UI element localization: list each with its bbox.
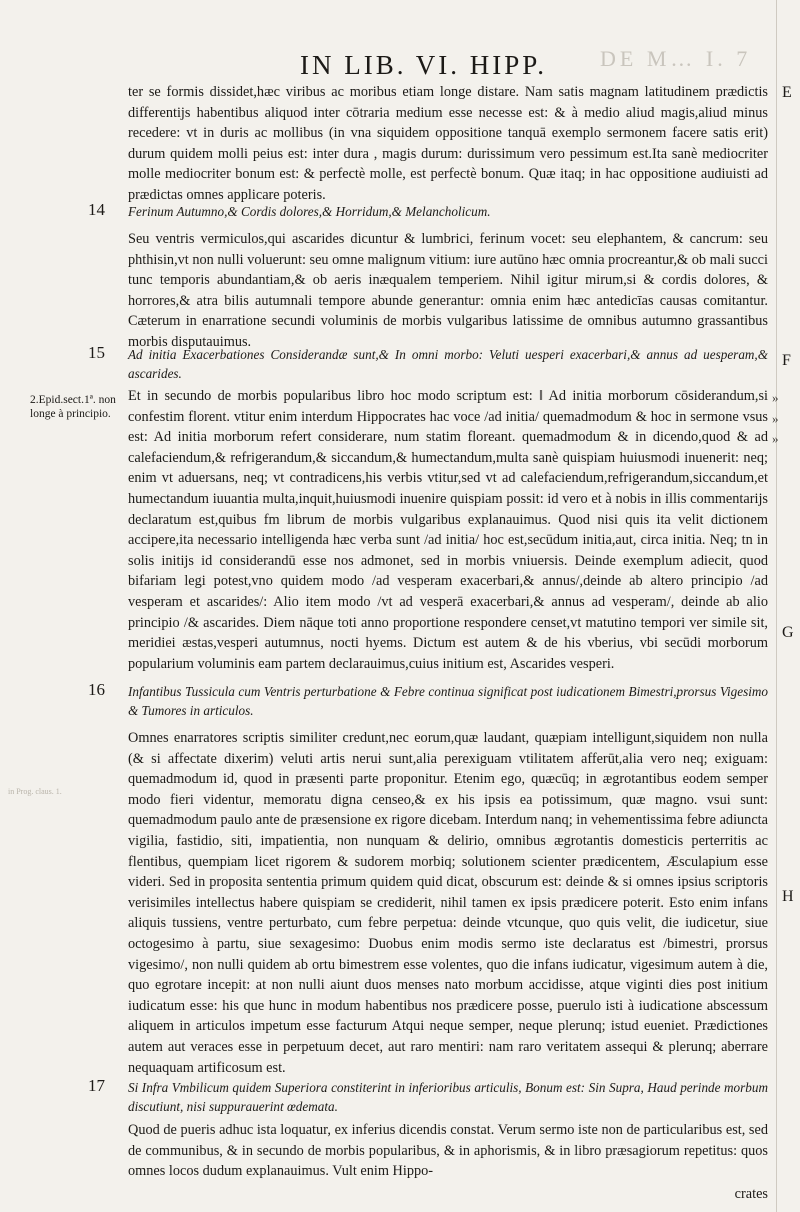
section-number-17: 17	[88, 1076, 105, 1095]
lemma-15: Ad initia Exacerbationes Considerandæ sunt,& In omni morbo: Veluti uesperi exacerbari,& annus ad uesperam,& ascarides.	[128, 347, 768, 381]
lemma-17: Si Infra Vmbilicum quidem Superiora constiterint in inferioribus articulis, Bonum est: Sin Supra, Haud perinde morbum discutiunt, nisi suppurauerint œdemata.	[128, 1080, 768, 1114]
lemma-16: Infantibus Tussicula cum Ventris perturbatione & Febre continua significat post iudicationem Bimestri,prorsus Vigesimo & Tumores in articulos.	[128, 684, 768, 718]
catchword: crates	[734, 1186, 768, 1202]
quotation-marks: » » »	[772, 390, 779, 447]
margin-letter-g: G	[782, 624, 794, 641]
commentary-17: Quod de pueris adhuc ista loquatur, ex inferius dicendis constat. Verum sermo iste non de particularibus est, sed de communibus, & in secundo de morbis popularibus, & in aphorismis, & in libro præsagiorum repetitus: quos omnes locos dudum explanauimus. Vult enim Hippo-	[128, 1122, 768, 1180]
side-note: 2.Epid.sect.1ª. non longe à principio.	[30, 394, 116, 420]
running-header: IN LIB. VI. HIPP.	[300, 50, 548, 80]
lemma-14: Ferinum Autumno,& Cordis dolores,& Horridum,& Melancholicum.	[128, 204, 491, 219]
paragraph-continued: ter se formis dissidet,hæc viribus ac moribus etiam longe distare. Nam satis magnam latitudinem prædictis differentijs habentibus aliquod inter cōtraria medium esse necesse est: & à medio aliud magis,aliud minus recedere: vt in duris ac mollibus (in vna siquidem oppositione tanquā exemplo sermonem facere satis erit) durum quidem molli peius est: inter dura , magis durum: durissimum vero pessimum est.Ita sanè mediocriter molle mediocriter bonum est: & perfectè molle, est perfectè bonum. Quæ itaq; in hac oppositione audiuisti ad prædictas omnes applicare poteris.	[128, 84, 768, 203]
commentary-16: Omnes enarratores scriptis similiter credunt,nec eorum,quæ laudant, quæpiam intelligunt,siquidem non nulla (& si affectate dixerim) veluti artis nerui sunt,alia perexiguam vtilitatem afferūt,alia vero neq; exiguam: quemadmodum id, quod in præsenti parte proponitur. Etenim ego, quæcūq; in ægrotantibus eodem semper modo fieri videntur, memoratu digna censeo,& ex his ipsis ea potissimum, quæ magno. vsui sunt: quemadmodum paulo ante de præsensione ex rigore dicebam. Interdum nanq; in vehementissima febre adiuncta vigilia, fastidio, siti, impatientia, non nunquam & delirio, omnibus ægrotantis domesticis perterritis ac flentibus, quempiam licet rigorem & sudorem morbiq; solutionem scienter prædicentem, Æsculapium esse videri. Sed in proposita sententia primum quidem quid dicat, obscurum est: deinde & si omnes ipsius scriptoris verisimiles intellectus habere quispiam se crediderit, nihil tamen ex ipsis prædicere poterit. Esto enim infans aliquis tussiens, ventre perturbato, cum febre perpetua: deinde vtcunque, quo quis velit, die iudicetur, siue octogesimo à partu, siue sexagesimo: Duobus enim modis sermo iste declaratus est /bimestri, prorsus vigesimo/, non nulli quidem ab ortu bimestrem esse volentes, quo die infans iudicatur, vigesimum autem à die, quo egrotare incepit: at non nulli aiunt duos menses nato morbum accidisse, atque viginti dies post initium iudicatum esse: his que hunc in modum habentibus nos prædicere posse, puerulo isti à iudicatione abscessum aliquem in articulos impetum esse facturum Atqui neque semper, neque plerunq; istud eueniet. Prædictiones autem aut veraces esse in perpetuum decet, aut raro mentiri: nam raro veritatem assequi & plerunq; aberrare nequaquam artificosum est.	[128, 730, 768, 1076]
faint-margin-note: in Prog. claus. 1.	[8, 787, 62, 796]
section-number-15: 15	[88, 343, 105, 362]
section-number-14: 14	[88, 200, 105, 219]
commentary-14: Seu ventris vermiculos,qui ascarides dicuntur & lumbrici, ferinum vocet: seu elephantem, & cancrum: seu phthisin,vt non nulli voluerunt: seu omne malignum vitium: iure autūno hæc omnia procreantur,& ob mali succi tunc temporis abundantiam,& ob aeris inæqualem temperiem. Nihil igitur mirum,si & cordis dolores, & horrores,& atra bilis autumnali tempore abunde generantur: omnia enim hæc antedicīas causas comitantur. Cæterum in enarratione secundi voluminis de morbis vulgaribus latissime de omnibus autumno grassantibus morbis disputauimus.	[128, 231, 768, 350]
commentary-15: Et in secundo de morbis popularibus libro hoc modo scriptum est: ‖ Ad initia morborum cōsiderandum,si confestim florent. vtitur enim interdum Hippocrates hac voce /ad initia/ quemadmodum & hoc in sermone vsus est: Ad initia morborum refert considerare, num statim floreant. quemadmodum & in dicendo,quod & ad calefaciendum,& refrigerandum,& siccandum,& humectandum,multa sanè quispiam huiusmodi inuenerit: neq; enim vt aduersans, neq; vt contradicens,his verbis vtitur,sed vt ad calefaciendum,refrigerandum,siccandum,et humectandum iuuantia multa,inquit,huiusmodi inuenire quispiam possit: id vero et à nobis in illis commentarijs declaratum est,quibus fm librum de morbis vulgaribus explanauimus. Quod nisi quis ita velit dictionem accipere,ita necessario intelligenda hæc verba sunt /ad initia/ hoc est,secūdum initia,aut, circa initia. Neq; tn in solis initijs id considerandū esse nos admonet, sed in morbis vniuersis. Deinde exemplum adiecit, quod bifariam legi potest,vno quidem modo /ad vesperam exacerbari,& annus/,deinde ab altero principio /ad vesperam et ascarides/: Alio item modo /vt ad vesperā exacerbari,& annus ad vesperam/, deinde ab alio principio /& ascarides. Diem nāque toti anno proportione respondere censet,vt matutino tempori ver simile sit, meridiei æstas,vesperi autumnus, nocti hyems. Dictum est autem & de his vberius, vbi secūdi morborum popularium voluminis eam partem declarauimus,cuius initium est, Ascarides vesperi.	[128, 388, 768, 672]
page-edge-line	[776, 0, 777, 1212]
section-number-16: 16	[88, 680, 105, 699]
bleed-through-header: DE M… I. 7	[600, 46, 752, 71]
margin-letter-f: F	[782, 352, 791, 369]
margin-letter-e: E	[782, 84, 792, 101]
margin-letter-h: H	[782, 888, 794, 905]
